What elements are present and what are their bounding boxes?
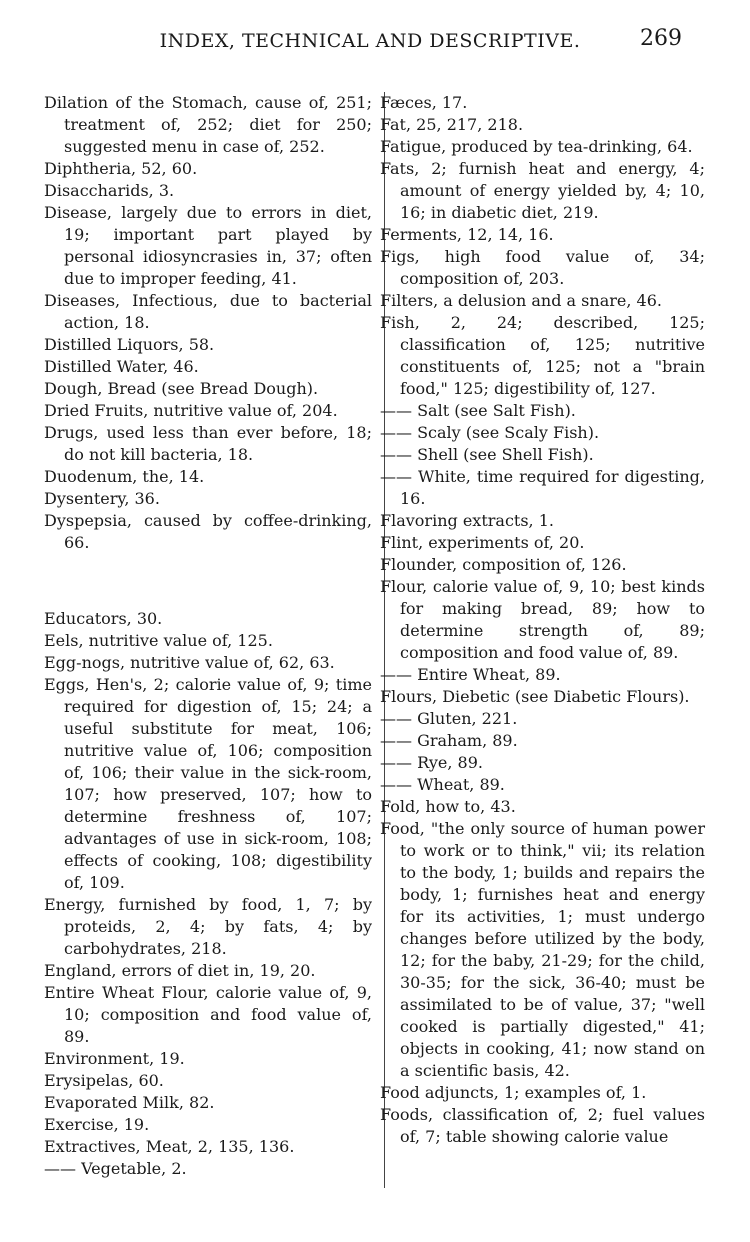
index-entry: Disease, largely due to errors in diet, 19; important part played by personal idiosyncrasies in, 37; often due to improper feeding, 41. xyxy=(44,203,372,288)
index-entry: Dilation of the Stomach, cause of, 251; treatment of, 252; diet for 250; suggested menu in case of, 252. xyxy=(44,93,372,156)
index-entry: England, errors of diet in, 19, 20. xyxy=(44,961,316,980)
index-entry: Diphtheria, 52, 60. xyxy=(44,159,198,178)
index-entry: —— Gluten, 221. xyxy=(380,709,518,728)
index-entry: Dried Fruits, nutritive value of, 204. xyxy=(44,401,338,420)
index-entry: Exercise, 19. xyxy=(44,1115,150,1134)
section-gap xyxy=(44,570,372,592)
index-column-right xyxy=(380,92,705,1148)
index-entry: —— Shell (see Shell Fish). xyxy=(380,445,594,464)
index-entry: Figs, high food value of, 34; composition of, 203. xyxy=(380,247,705,288)
page-number: 269 xyxy=(640,26,682,51)
index-entry: Dysentery, 36. xyxy=(44,489,160,508)
index-entry: Egg-nogs, nutritive value of, 62, 63. xyxy=(44,653,335,672)
index-entry: Erysipelas, 60. xyxy=(44,1071,164,1090)
index-entry: Flounder, composition of, 126. xyxy=(380,555,627,574)
index-column-left xyxy=(44,92,372,1180)
index-entry: Fæces, 17. xyxy=(380,93,468,112)
index-entry: Duodenum, the, 14. xyxy=(44,467,205,486)
index-entry: Environment, 19. xyxy=(44,1049,185,1068)
index-entry: Flavoring extracts, 1. xyxy=(380,511,554,530)
index-entry: —— Vegetable, 2. xyxy=(44,1159,187,1178)
index-entry: Fats, 2; furnish heat and energy, 4; amount of energy yielded by, 4; 10, 16; in diabetic diet, 219. xyxy=(380,159,705,222)
index-entry: Fat, 25, 217, 218. xyxy=(380,115,524,134)
index-entry: —— Scaly (see Scaly Fish). xyxy=(380,423,600,442)
index-entry: —— Rye, 89. xyxy=(380,753,483,772)
index-entry: Fatigue, produced by tea-drinking, 64. xyxy=(380,137,693,156)
index-entry: Fish, 2, 24; described, 125; classification of, 125; nutritive constituents of, 125; not a "brain food," 125; digestibility of, 127. xyxy=(380,313,705,398)
index-entry: Extractives, Meat, 2, 135, 136. xyxy=(44,1137,295,1156)
index-entry: Flours, Diebetic (see Diabetic Flours). xyxy=(380,687,690,706)
index-entry: Distilled Liquors, 58. xyxy=(44,335,215,354)
index-entry: Educators, 30. xyxy=(44,609,163,628)
index-entry: Food adjuncts, 1; examples of, 1. xyxy=(380,1083,647,1102)
index-entry: Foods, classification of, 2; fuel values of, 7; table showing calorie value xyxy=(380,1105,705,1146)
index-entry: Flour, calorie value of, 9, 10; best kinds for making bread, 89; how to determine strength of, 89; composition and food value of, 89. xyxy=(380,577,705,662)
index-entry: Eggs, Hen's, 2; calorie value of, 9; time required for digestion of, 15; 24; a useful substitute for meat, 106; nutritive value of, 106; composition of, 106; their value in the sick-room, 107; how preserved, 107; how to determine freshness of, 107; advantages of use in sick-room, 108; effects of cooking, 108; digestibility of, 109. xyxy=(44,675,372,892)
index-entry: Distilled Water, 46. xyxy=(44,357,199,376)
index-entry: Energy, furnished by food, 1, 7; by proteids, 2, 4; by fats, 4; by carbohydrates, 218. xyxy=(44,895,372,958)
index-entry: Evaporated Milk, 82. xyxy=(44,1093,215,1112)
index-entry: Entire Wheat Flour, calorie value of, 9, 10; composition and food value of, 89. xyxy=(44,983,372,1046)
running-header: INDEX, TECHNICAL AND DESCRIPTIVE. xyxy=(159,30,581,52)
index-entry: Diseases, Infectious, due to bacterial action, 18. xyxy=(44,291,372,332)
index-entry: —— White, time required for digesting, 16. xyxy=(380,467,705,508)
index-entry: Eels, nutritive value of, 125. xyxy=(44,631,273,650)
index-entry: Dough, Bread (see Bread Dough). xyxy=(44,379,319,398)
index-entry: Disaccharids, 3. xyxy=(44,181,175,200)
index-entry: Dyspepsia, caused by coffee-drinking, 66. xyxy=(44,511,372,552)
index-entry: Flint, experiments of, 20. xyxy=(380,533,585,552)
index-entry: Fold, how to, 43. xyxy=(380,797,516,816)
index-entry: —— Graham, 89. xyxy=(380,731,518,750)
index-entry: —— Salt (see Salt Fish). xyxy=(380,401,576,420)
index-entry: —— Wheat, 89. xyxy=(380,775,505,794)
index-entry: —— Entire Wheat, 89. xyxy=(380,665,561,684)
index-entry: Drugs, used less than ever before, 18; do not kill bacteria, 18. xyxy=(44,423,372,464)
index-entry: Food, "the only source of human power to work or to think," vii; its relation to the body, 1; builds and repairs the body, 1; furnishes heat and energy for its activities, 1; must undergo changes before utilized by the body, 12; for the baby, 21-29; for the child, 30-35; for the sick, 36-40; must be assimilated to be of value, 37; "well cooked is partially digested," 41; objects in cooking, 41; now stand on a scientific basis, 42. xyxy=(380,819,705,1080)
index-entry: Filters, a delusion and a snare, 46. xyxy=(380,291,662,310)
index-entry: Ferments, 12, 14, 16. xyxy=(380,225,554,244)
